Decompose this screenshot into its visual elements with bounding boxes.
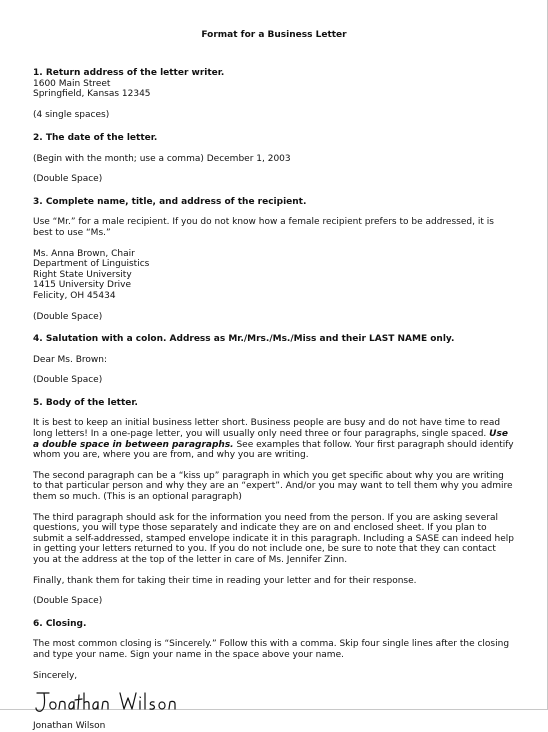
body-paragraph-1 [33,418,515,460]
page-title: Format for a Business Letter [201,30,347,40]
spacing-note: (Double Space) [33,311,103,322]
p1-start: It is best to keep an initial business letter short. Business people are busy and do not have time to read long letters! In a one-page letter, you will usually only need three or four paragraphs, single spaced. [33,418,501,440]
p1-emphasis: Use a double space in between paragraphs. [33,429,508,450]
p1-end: See examples that follow. Your first paragraph should identify whom you are, where you are from, and why you are writing. [33,439,514,461]
address-line: Right State University [33,269,132,280]
section-5-heading: 5. Body of the letter. [33,397,138,408]
section-6-heading: 6. Closing. [33,618,87,629]
body-paragraph-3: The third paragraph should ask for the information you need from the person. If you are asking several questions, you will type those separately and indicate they are on and enclosed sheet. If you plan to submit a self-addressed, stamped envelope indicate it in this paragraph. Including a SASE can indeed help in getting your letters returned to you. If you do not include one, be sure to note that they can contact you at the address at the top of the letter in care of Ms. Jennifer Zinn. [33,512,514,565]
handwritten-signature [35,689,515,715]
section-2-heading: 2. The date of the letter. [33,132,158,143]
section-1-heading: 1. Return address of the letter writer. [33,68,225,78]
letter-body [33,68,515,732]
address-line: Department of Linguistics [33,259,150,270]
closing: Sincerely, [33,670,78,681]
typed-name: Jonathan Wilson [33,721,106,732]
salutation: Dear Ms. Brown: [33,354,107,365]
recipient-instructions: Use “Mr.” for a male recipient. If you do not know how a female recipient prefers to be addressed, it is best to use “Ms.” [33,217,494,238]
spacing-note: (Double Space) [33,596,103,607]
spacing-note: (Double Space) [33,375,103,386]
return-street: 1600 Main Street [33,78,111,89]
body-paragraph-4: Finally, thank them for taking their time in reading your letter and for their response. [33,575,417,586]
spacing-note: (4 single spaces) [33,110,110,121]
recipient-address [33,249,515,302]
section-3-heading: 3. Complete name, title, and address of the recipient. [33,196,307,207]
address-line: 1415 University Drive [33,280,132,291]
spacing-note: (Double Space) [33,174,103,185]
closing-instructions: The most common closing is “Sincerely.” Follow this with a comma. Skip four single lines after the closing and type your name. Sign your name in the space above your name. [33,639,510,660]
body-paragraph-2: The second paragraph can be a “kiss up” paragraph in which you get specific about why you are writing to that particular person and why they are an “expert”. And/or you may want to tell them why you admire them so much. (This is an optional paragraph) [33,470,513,503]
address-line: Ms. Anna Brown, Chair [33,248,135,259]
address-line: Felicity, OH 45434 [33,290,116,301]
section-4-heading: 4. Salutation with a colon. Address as Mr./Mrs./Ms./Miss and their LAST NAME only. [33,334,455,345]
return-city: Springfield, Kansas 12345 [33,89,151,100]
date-line: (Begin with the month; use a comma) December 1, 2003 [33,153,291,164]
